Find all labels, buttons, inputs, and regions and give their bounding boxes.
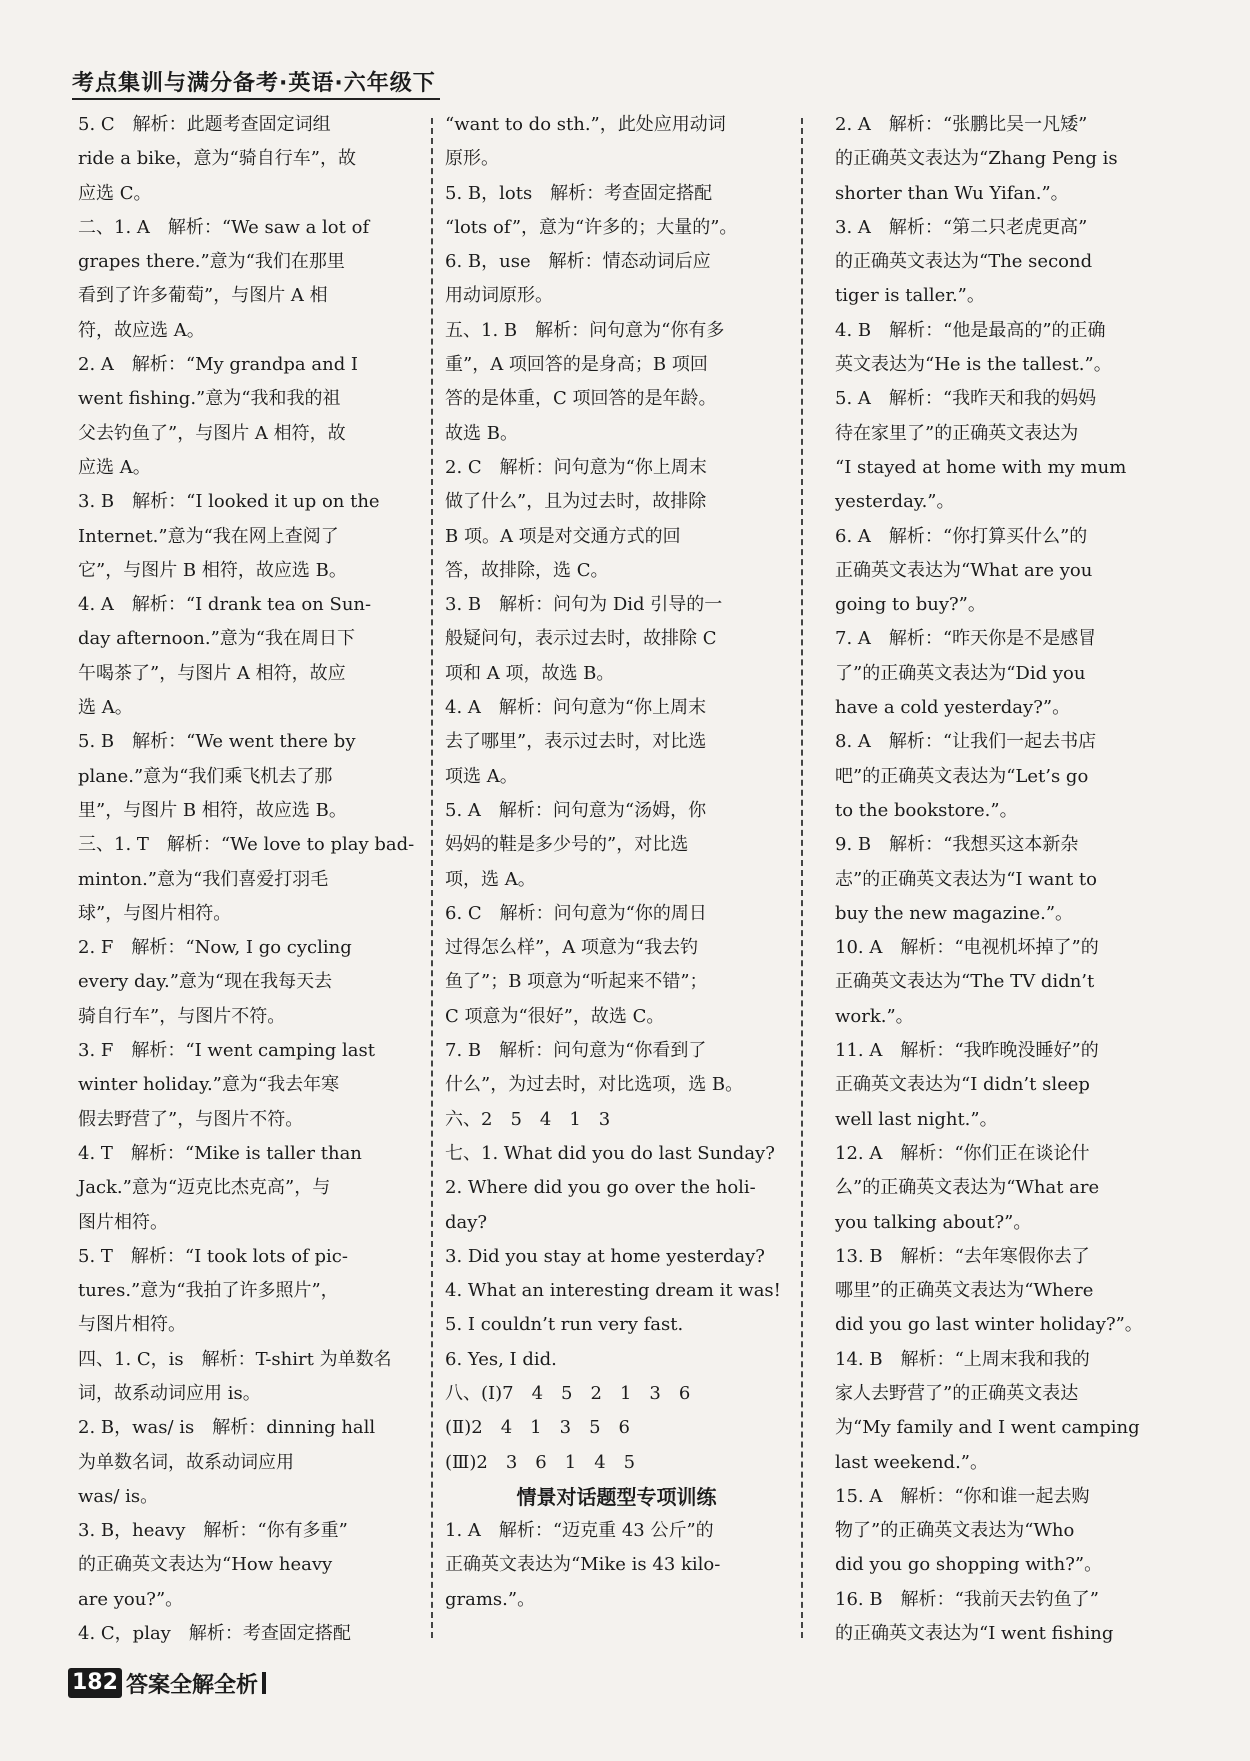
- text-line: 2. F 解析：“Now, I go cycling: [78, 937, 352, 959]
- text-line: 6. B，use 解析：情态动词后应: [445, 251, 711, 273]
- text-line: 项，选 A。: [445, 868, 536, 890]
- text-line: 待在家里了”的正确英文表达为: [835, 422, 1079, 444]
- text-line: 14. B 解析：“上周末我和我的: [835, 1348, 1090, 1370]
- answer-column-2: [445, 108, 788, 1617]
- footer-title: 答案全解全析: [125, 1672, 258, 1698]
- text-line: 父去钓鱼了”，与图片 A 相符，故: [78, 422, 346, 444]
- text-line: 项选 A。: [445, 765, 518, 787]
- text-line: 5. C 解析：此题考查固定词组: [78, 114, 331, 135]
- text-line: was/ is。: [78, 1485, 159, 1507]
- text-line: 5. I couldn’t run very fast.: [445, 1314, 684, 1336]
- text-line: 5. T 解析：“I took lots of pic-: [78, 1245, 348, 1267]
- text-line: day afternoon.”意为“我在周日下: [78, 628, 356, 650]
- text-line: 3. B 解析：问句为 Did 引导的一: [445, 594, 723, 616]
- text-line: 8. A 解析：“让我们一起去书店: [835, 731, 1097, 753]
- text-line: well last night.”。: [835, 1108, 998, 1130]
- text-line: have a cold yesterday?”。: [835, 697, 1071, 719]
- text-line: 7. B 解析：问句意为“你看到了: [445, 1040, 707, 1062]
- text-line: 13. B 解析：“去年寒假你去了: [835, 1245, 1090, 1267]
- text-line: did you go shopping with?”。: [835, 1554, 1103, 1576]
- text-line: C 项意为“很好”，故选 C。: [445, 1005, 665, 1027]
- text-line: (Ⅱ)2 4 1 3 5 6: [445, 1417, 630, 1439]
- text-line: ride a bike，意为“骑自行车”，故: [78, 148, 356, 170]
- text-line: 里”，与图片 B 相符，故应选 B。: [78, 799, 347, 821]
- text-line: 般疑问句，表示过去时，故排除 C: [445, 628, 717, 650]
- page-header: [72, 66, 440, 106]
- text-line: 为“My family and I went camping: [835, 1417, 1140, 1439]
- text-line: 正确英文表达为“The TV didn’t: [835, 971, 1095, 993]
- text-line: work.”。: [835, 1005, 914, 1027]
- text-line: 3. B 解析：“I looked it up on the: [78, 491, 380, 513]
- text-line: 3. A 解析：“第二只老虎更高”: [835, 216, 1088, 238]
- column-divider: [801, 118, 803, 1638]
- text-line: 与图片相符。: [78, 1314, 186, 1336]
- text-line: 4. B 解析：“他是最高的”的正确: [835, 319, 1106, 341]
- text-line: “lots of”，意为“许多的；大量的”。: [445, 216, 738, 238]
- text-line: 鱼了”；B 项意为“听起来不错”；: [445, 971, 708, 993]
- text-line: 它”，与图片 B 相符，故应选 B。: [78, 559, 347, 581]
- text-line: 的正确英文表达为“I went fishing: [835, 1623, 1114, 1645]
- text-line: 看到了许多葡萄”，与图片 A 相: [78, 285, 328, 307]
- text-line: 4. A 解析：问句意为“你上周末: [445, 697, 707, 719]
- text-line: yesterday.”。: [835, 491, 955, 513]
- text-line: 的正确英文表达为“The second: [835, 251, 1093, 273]
- text-line: 午喝茶了”，与图片 A 相符，故应: [78, 662, 346, 684]
- text-line: 哪里”的正确英文表达为“Where: [835, 1280, 1094, 1302]
- text-line: 3. Did you stay at home yesterday?: [445, 1245, 765, 1267]
- text-line: 6. C 解析：问句意为“你的周日: [445, 902, 707, 924]
- text-line: 重”，A 项回答的是身高；B 项回: [445, 354, 708, 376]
- answer-column-3: [835, 108, 1160, 1651]
- text-line: 家人去野营了”的正确英文表达: [835, 1382, 1079, 1404]
- text-line: 2. B，was/ is 解析：dinning hall: [78, 1417, 376, 1439]
- text-line: grams.”。: [445, 1588, 536, 1610]
- text-line: 正确英文表达为“I didn’t sleep: [835, 1074, 1090, 1096]
- text-line: Internet.”意为“我在网上查阅了: [78, 525, 339, 547]
- text-line: 5. A 解析：问句意为“汤姆，你: [445, 799, 707, 821]
- text-line: 5. A 解析：“我昨天和我的妈妈: [835, 388, 1097, 410]
- text-line: minton.”意为“我们喜爱打羽毛: [78, 868, 329, 890]
- text-line: B 项。A 项是对交通方式的回: [445, 525, 681, 547]
- text-line: 骑自行车”，与图片不符。: [78, 1005, 286, 1027]
- text-line: plane.”意为“我们乘飞机去了那: [78, 765, 333, 787]
- text-line: went fishing.”意为“我和我的祖: [78, 388, 341, 410]
- text-line: 英文表达为“He is the tallest.”。: [835, 354, 1112, 376]
- text-line: are you?”。: [78, 1588, 184, 1610]
- page-footer: [68, 1666, 266, 1700]
- answer-column-1: [78, 108, 416, 1651]
- text-line: 应选 C。: [78, 182, 152, 204]
- text-line: 5. B，lots 解析：考查固定搭配: [445, 182, 713, 204]
- footer-bar: [262, 1672, 266, 1694]
- text-line: 选 A。: [78, 697, 133, 719]
- text-line: 么”的正确英文表达为“What are: [835, 1177, 1100, 1199]
- text-line: 6. A 解析：“你打算买什么”的: [835, 525, 1088, 547]
- text-line: 词，故系动词应用 is。: [78, 1382, 261, 1404]
- text-line: 4. A 解析：“I drank tea on Sun-: [78, 594, 372, 616]
- text-line: 正确英文表达为“What are you: [835, 559, 1093, 581]
- text-line: 什么”，为过去时，对比选项，选 B。: [445, 1074, 744, 1096]
- text-line: 2. C 解析：问句意为“你上周末: [445, 456, 707, 478]
- text-line: last weekend.”。: [835, 1451, 988, 1473]
- text-line: grapes there.”意为“我们在那里: [78, 251, 345, 273]
- text-line: 过得怎么样”，A 项意为“我去钓: [445, 937, 699, 959]
- text-line: 吧”的正确英文表达为“Let’s go: [835, 765, 1089, 787]
- text-line: to the bookstore.”。: [835, 799, 1018, 821]
- text-line: 八、(Ⅰ)7 4 5 2 1 3 6: [445, 1382, 691, 1404]
- text-line: 图片相符。: [78, 1211, 168, 1233]
- text-line: 妈妈的鞋是多少号的”，对比选: [445, 834, 689, 856]
- text-line: 为单数名词，故系动词应用: [78, 1451, 294, 1473]
- text-line: 六、2 5 4 1 3: [445, 1108, 611, 1130]
- text-line: 3. B，heavy 解析：“你有多重”: [78, 1520, 348, 1542]
- text-line: 应选 A。: [78, 456, 151, 478]
- text-line: 2. A 解析：“My grandpa and I: [78, 354, 359, 376]
- text-line: shorter than Wu Yifan.”。: [835, 182, 1069, 204]
- text-line: (Ⅲ)2 3 6 1 4 5: [445, 1451, 636, 1473]
- text-line: winter holiday.”意为“我去年寒: [78, 1074, 340, 1096]
- text-line: 16. B 解析：“我前天去钓鱼了”: [835, 1588, 1099, 1610]
- text-line: 5. B 解析：“We went there by: [78, 731, 356, 753]
- text-line: 故选 B。: [445, 422, 518, 444]
- text-line: 了”的正确英文表达为“Did you: [835, 662, 1086, 684]
- text-line: 10. A 解析：“电视机坏掉了”的: [835, 937, 1099, 959]
- header-title: 考点集训与满分备考·英语·六年级下: [72, 71, 436, 96]
- text-line: 七、1. What did you do last Sunday?: [445, 1142, 775, 1164]
- text-line: 四、1. C，is 解析：T-shirt 为单数名: [78, 1348, 392, 1370]
- text-line: 4. C，play 解析：考查固定搭配: [78, 1623, 351, 1645]
- header-rule: [72, 98, 440, 100]
- column-divider: [431, 118, 433, 1638]
- text-line: 4. T 解析：“Mike is taller than: [78, 1142, 362, 1164]
- text-line: buy the new magazine.”。: [835, 902, 1074, 924]
- text-line: 4. What an interesting dream it was!: [445, 1280, 781, 1302]
- text-line: “I stayed at home with my mum: [835, 456, 1127, 478]
- text-line: 15. A 解析：“你和谁一起去购: [835, 1485, 1090, 1507]
- text-line: Jack.”意为“迈克比杰克高”，与: [78, 1177, 331, 1199]
- text-line: 3. F 解析：“I went camping last: [78, 1040, 375, 1062]
- text-line: you talking about?”。: [835, 1211, 1032, 1233]
- text-line: 用动词原形。: [445, 285, 553, 307]
- text-line: 球”，与图片相符。: [78, 902, 232, 924]
- text-line: 2. Where did you go over the holi-: [445, 1177, 756, 1199]
- text-line: 去了哪里”，表示过去时，对比选: [445, 731, 707, 753]
- text-line: 2. A 解析：“张鹏比吴一凡矮”: [835, 114, 1088, 135]
- text-line: 答的是体重，C 项回答的是年龄。: [445, 388, 717, 410]
- text-line: 五、1. B 解析：问句意为“你有多: [445, 319, 725, 341]
- text-line: 6. Yes, I did.: [445, 1348, 557, 1370]
- text-line: 的正确英文表达为“Zhang Peng is: [835, 148, 1118, 170]
- text-line: 假去野营了”，与图片不符。: [78, 1108, 304, 1130]
- text-line: tiger is taller.”。: [835, 285, 985, 307]
- text-line: tures.”意为“我拍了许多照片”，: [78, 1280, 339, 1302]
- text-line: 做了什么”，且为过去时，故排除: [445, 491, 707, 513]
- text-line: 9. B 解析：“我想买这本新杂: [835, 834, 1079, 856]
- text-line: 二、1. A 解析：“We saw a lot of: [78, 216, 370, 238]
- section-title: 情景对话题型专项训练: [516, 1484, 717, 1509]
- text-line: 12. A 解析：“你们正在谈论什: [835, 1142, 1090, 1164]
- text-line: 原形。: [445, 148, 499, 170]
- text-line: 三、1. T 解析：“We love to play bad-: [78, 834, 415, 856]
- page-number: 182: [68, 1668, 122, 1698]
- text-line: going to buy?”。: [835, 594, 986, 616]
- text-line: 11. A 解析：“我昨晚没睡好”的: [835, 1040, 1099, 1062]
- text-line: did you go last winter holiday?”。: [835, 1314, 1143, 1336]
- text-line: 7. A 解析：“昨天你是不是感冒: [835, 628, 1097, 650]
- text-line: “want to do sth.”，此处应用动词: [445, 114, 726, 135]
- text-line: 答，故排除，选 C。: [445, 559, 609, 581]
- text-line: every day.”意为“现在我每天去: [78, 971, 333, 993]
- text-line: 物了”的正确英文表达为“Who: [835, 1520, 1075, 1542]
- text-line: day?: [445, 1211, 488, 1233]
- text-line: 的正确英文表达为“How heavy: [78, 1554, 333, 1576]
- text-line: 项和 A 项，故选 B。: [445, 662, 615, 684]
- text-line: 正确英文表达为“Mike is 43 kilo-: [445, 1554, 721, 1576]
- text-line: 符，故应选 A。: [78, 319, 205, 341]
- text-line: 1. A 解析：“迈克重 43 公斤”的: [445, 1520, 714, 1542]
- text-line: 志”的正确英文表达为“I want to: [835, 868, 1097, 890]
